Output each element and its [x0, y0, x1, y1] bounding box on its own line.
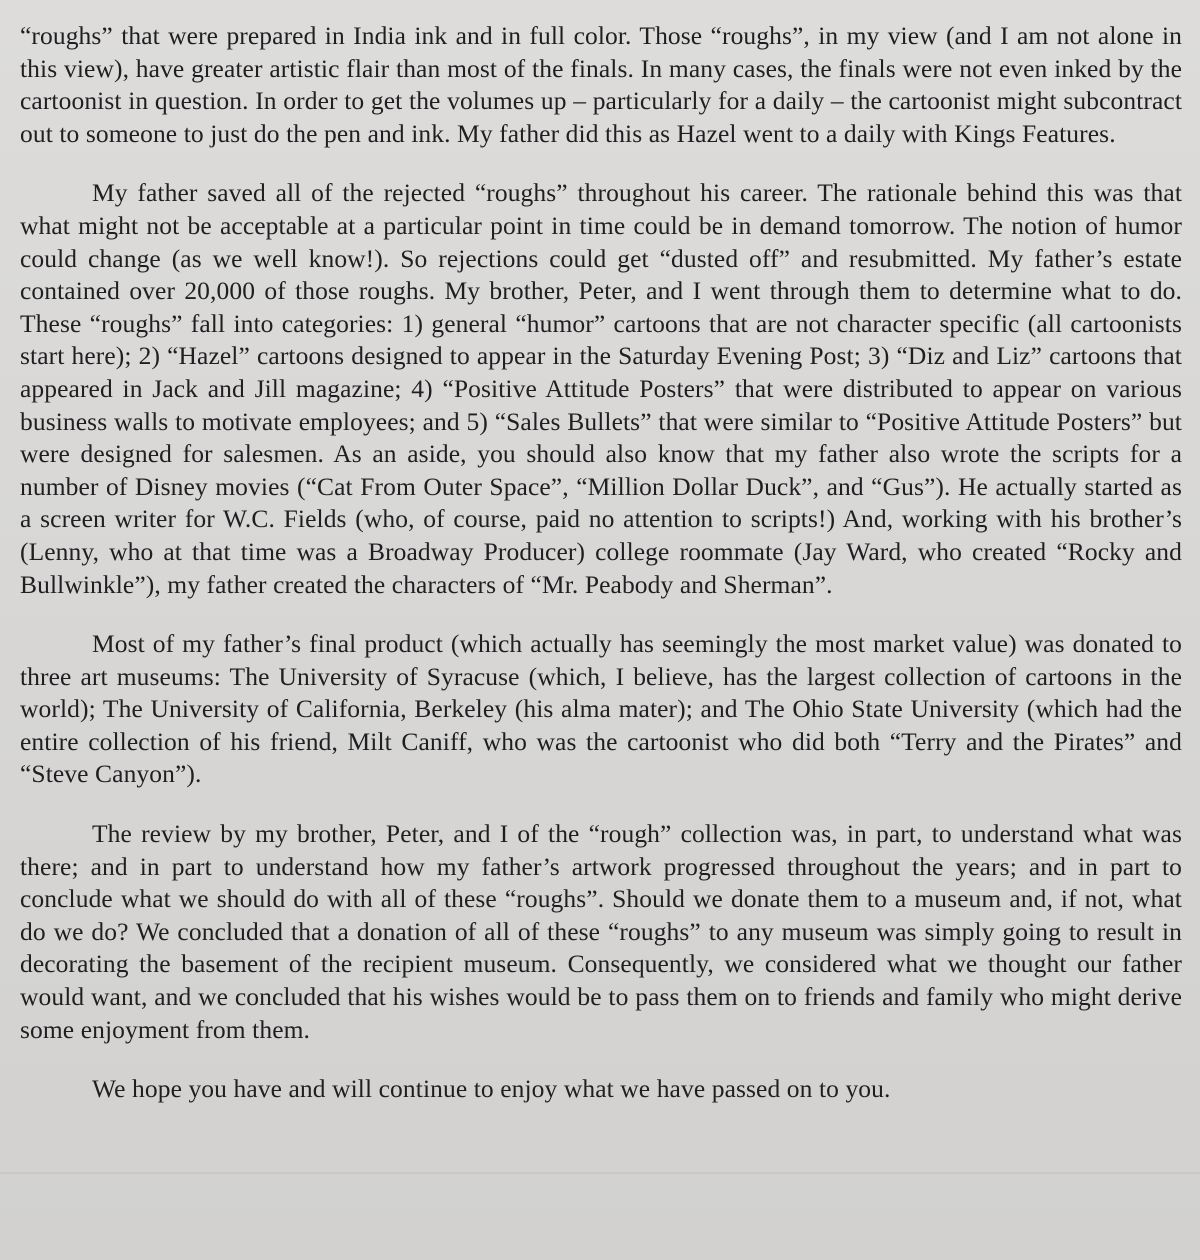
paragraph-rejected-roughs: My father saved all of the rejected “roughs” throughout his career. The rationale behind this was that what might not be acceptable at a particular point in time could be in demand tomorrow. The notion of humor could change (as we well know!). So rejections could get “dusted off” and resubmitted. My father’s estate contained over 20,000 of those roughs. My brother, Peter, and I went through them to determine what to do. These “roughs” fall into categories: 1) general “humor” cartoons that are not character specific (all cartoonists start here); 2) “Hazel” cartoons designed to appear in the Saturday Evening Post; 3) “Diz and Liz” cartoons that appeared in Jack and Jill magazine; 4) “Positive Attitude Posters” that were distributed to appear on various business walls to motivate employees; and 5) “Sales Bullets” that were similar to “Positive Attitude Posters” but were designed for salesmen. As an aside, you should also know that my father also wrote the scripts for a number of Disney movies (“Cat From Outer Space”, “Million Dollar Duck”, and “Gus”). He actually started as a screen writer for W.C. Fields (who, of course, paid no attention to scripts!) And, working with his brother’s (Lenny, who at that time was a Broadway Producer) college roommate (Jay Ward, who created “Rocky and Bullwinkle”), my father created the characters of “Mr. Peabody and Sherman”. [20, 178, 1182, 599]
paragraph-museum-donations: Most of my father’s final product (which actually has seemingly the most market value) was donated to three art museums: The University of Syracuse (which, I believe, has the largest collection of cartoons in the world); The University of California, Berkeley (his alma mater); and The Ohio State University (which had the entire collection of his friend, Milt Caniff, who was the cartoonist who did both “Terry and the Pirates” and “Steve Canyon”). [20, 629, 1182, 789]
paragraph-collection-review: The review by my brother, Peter, and I of the “rough” collection was, in part, to understand what was there; and in part to understand how my father’s artwork progressed throughout the years; and in part to conclude what we should do with all of these “roughs”. Should we donate them to a museum and, if not, what do we do? We concluded that a donation of all of these “roughs” to any museum was simply going to result in decorating the basement of the recipient museum. Consequently, we considered what we thought our father would want, and we concluded that his wishes would be to pass them on to friends and family who might derive some enjoyment from them. [20, 819, 1182, 1044]
letter-body [20, 20, 1182, 1133]
paper-fold-line [0, 1172, 1200, 1174]
paragraph-closing: We hope you have and will continue to enjoy what we have passed on to you. [92, 1074, 891, 1104]
paragraph-roughs-color: “roughs” that were prepared in India ink and in full color. Those “roughs”, in my view (and I am not alone in this view), have greater artistic flair than most of the finals. In many cases, the finals were not even inked by the cartoonist in question. In order to get the volumes up – particularly for a daily – the cartoonist might subcontract out to someone to just do the pen and ink. My father did this as Hazel went to a daily with Kings Features. [20, 21, 1182, 148]
